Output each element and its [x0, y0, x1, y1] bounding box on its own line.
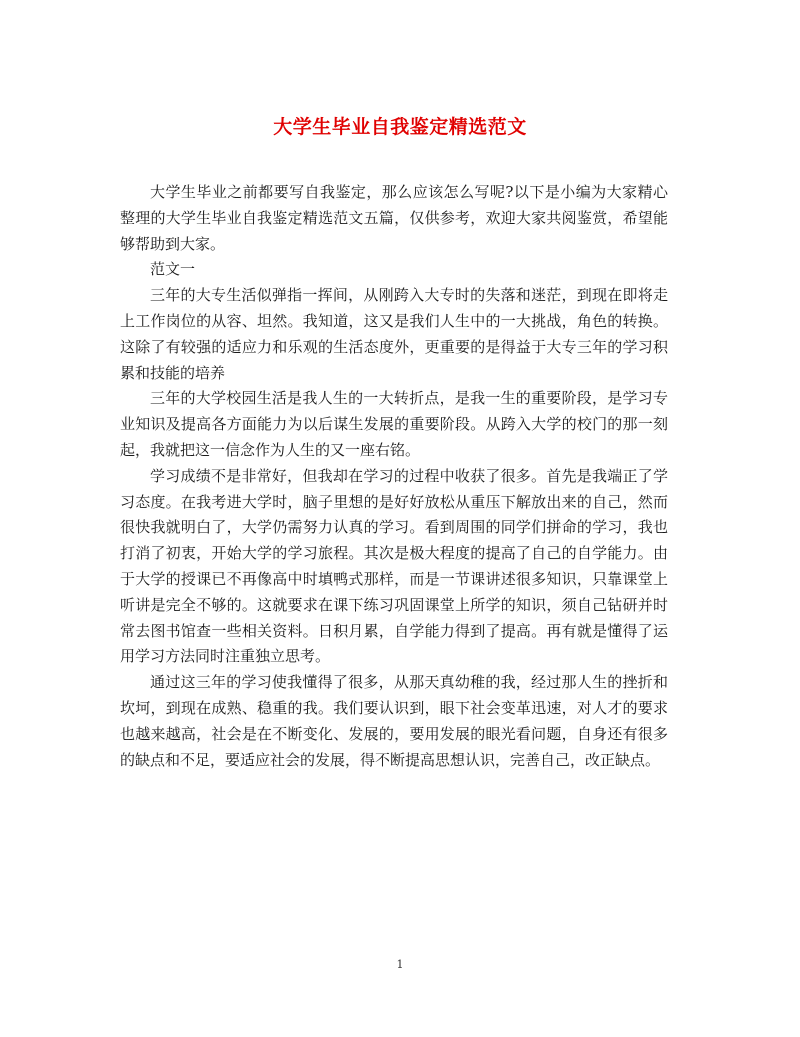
- body-paragraph: 三年的大专生活似弹指一挥间，从刚跨入大专时的失落和迷茫，到现在即将走上工作岗位的从容、坦然。我知道，这又是我们人生中的一大挑战，角色的转换。这除了有较强的适应力和乐观的生活态度外，更重要的是得益于大专三年的学习积累和技能的培养: [120, 286, 668, 382]
- document-title: 大学生毕业自我鉴定精选范文: [273, 116, 527, 138]
- document-body: [120, 180, 668, 773]
- body-paragraph: 学习成绩不是非常好，但我却在学习的过程中收获了很多。首先是我端正了学习态度。在我考进大学时，脑子里想的是好好放松从重压下解放出来的自己，然而很快我就明白了，大学仍需努力认真的学习。看到周围的同学们拼命的学习，我也打消了初衷，开始大学的学习旅程。其次是极大程度的提高了自己的自学能力。由于大学的授课已不再像高中时填鸭式那样，而是一节课讲述很多知识，只靠课堂上听讲是完全不够的。这就要求在课下练习巩固课堂上所学的知识，须自己钻研并时常去图书馆查一些相关资料。日积月累，自学能力得到了提高。再有就是懂得了运用学习方法同时注重独立思考。: [120, 466, 668, 666]
- page-number: 1: [396, 958, 404, 971]
- body-paragraph: 三年的大学校园生活是我人生的一大转折点，是我一生的重要阶段，是学习专业知识及提高各方面能力为以后谋生发展的重要阶段。从跨入大学的校门的那一刻起，我就把这一信念作为人生的又一座右铭。: [120, 389, 668, 459]
- intro-paragraph: 大学生毕业之前都要写自我鉴定，那么应该怎么写呢?以下是小编为大家精心整理的大学生毕业自我鉴定精选范文五篇，仅供参考，欢迎大家共阅鉴赏，希望能够帮助到大家。: [120, 183, 668, 253]
- section-heading-fanwen-1: 范文一: [150, 260, 196, 279]
- body-paragraph: 通过这三年的学习使我懂得了很多，从那天真幼稚的我，经过那人生的挫折和坎坷，到现在成熟、稳重的我。我们要认识到，眼下社会变革迅速，对人才的要求也越来越高，社会是在不断变化、发展的，要用发展的眼光看问题，自身还有很多的缺点和不足，要适应社会的发展，得不断提高思想认识，完善自己，改正缺点。: [120, 673, 668, 769]
